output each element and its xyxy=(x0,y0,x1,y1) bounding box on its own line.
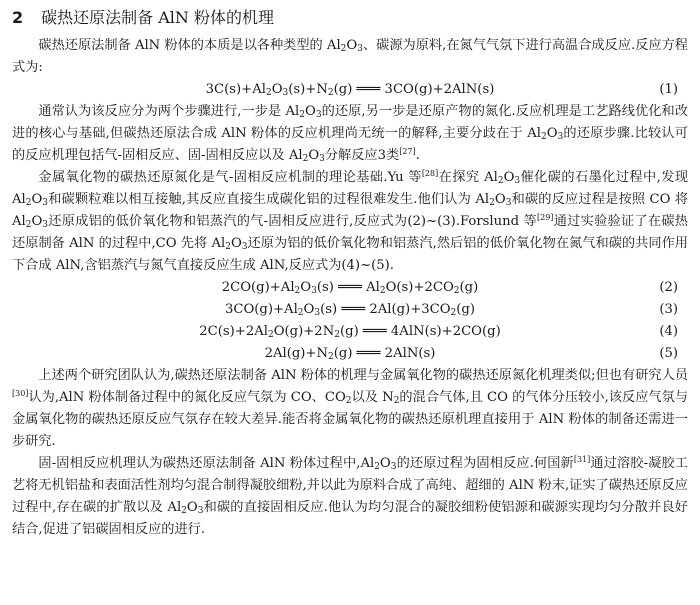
equation xyxy=(12,321,688,343)
equation xyxy=(12,79,688,101)
equation-number: (3) xyxy=(659,302,678,317)
equation xyxy=(12,343,688,365)
equation-number: (5) xyxy=(659,346,678,361)
equation xyxy=(12,277,688,299)
equation-expression: $3CO(g)+Al_2O_3(s)$ ═══ $2Al(g)+3CO_2(g)$ xyxy=(224,302,476,318)
equation-number: (1) xyxy=(659,82,678,97)
section-heading xyxy=(12,6,688,30)
section-title: 碳热还原法制备 AlN 粉体的机理 xyxy=(41,8,274,27)
equation-expression: $3C(s)+Al_2O_3(s)+N_2(g)$ ═══ 3CO(g)+2AlN(s) xyxy=(205,82,495,98)
section-body xyxy=(12,35,688,541)
body-paragraph: 金属氧化物的碳热还原氮化是气-固相反应机制的理论基础.Yu 等[28]在探究 $Al_2O_3$催化碳的石墨化过程中,发现 $Al_2O_3$和碳颗粒难以相互接触,其反应直接生成碳化铝的过程很难发生.他们认为 $Al_2O_3$和碳的反应过程是按照 CO 将 $Al_2O_3$还原成铝的低价氧化物和铝蒸汽的气-固相反应进行,反应式为(2)~(3).Forslund 等[29]通过实验验证了在碳热还原制备 AlN 的过程中,CO 先将 $Al_2O_3$还原为铝的低价氧化物和铝蒸汽,然后铝的低价氧化物在氮气和碳的共同作用下合成 AlN,含铝蒸汽与氮气直接反应生成 AlN,反应式为(4)~(5). xyxy=(12,169,689,273)
section-number: 2 xyxy=(12,8,24,27)
equation-expression: $2CO(g)+Al_2O_3(s)$ ═══ $Al_2O(s)+2CO_2(g)$ xyxy=(221,280,479,296)
equation-expression: $2C(s)+2Al_2O(g)+2N_2(g)$ ═══ 4AlN(s)+2CO(g) xyxy=(199,324,501,340)
equation-number: (2) xyxy=(659,280,678,295)
body-paragraph: 固-固相反应机理认为碳热还原法制备 AlN 粉体过程中$,Al_2O_3$的还原过程为固相反应.何国新[31]通过溶胶-凝胶工艺将无机铝盐和表面活性剂均匀混合制得凝胶细粉,并以此为原料合成了高纯、超细的 AlN 粉末,证实了碳热还原反应过程中,存在碳的扩散以及 $Al_2O_3$和碳的直接固相反应.他认为均匀混合的凝胶细粉使铝源和碳源实现均匀分散并良好结合,促进了铝碳固相反应的进行. xyxy=(12,455,688,537)
equation-expression: $2Al(g)+N_2(g)$ ═══ 2AlN(s) xyxy=(264,346,436,362)
equation xyxy=(12,299,688,321)
body-paragraph: 上述两个研究团队认为,碳热还原法制备 AlN 粉体的机理与金属氧化物的碳热还原氮化机理类似;但也有研究人员[30]认为,AlN 粉体制备过程中的氮化反应气氛为 CO、$CO_2$以及 $N_2$的混合气体,且 CO 的气体分压较小,该反应气氛与金属氧化物的碳热还原反应气氛存在较大差异.能否将金属氧化物的碳热还原机理直接用于 AlN 粉体的制备还需进一步研究. xyxy=(12,368,688,449)
body-paragraph: 通常认为该反应分为两个步骤进行,一步是 $Al_2O_3$的还原,另一步是还原产物的氮化.反应机理是工艺路线优化和改进的核心与基础,但碳热还原法合成 AlN 粉体的反应机理尚无统一的解释,主要分歧在于 $Al_2O_3$的还原步骤.比较认可的反应机理包括气-固相反应、固-固相反应以及 $Al_2O_3$分解反应3类[27]. xyxy=(12,104,689,164)
body-paragraph: 碳热还原法制备 AlN 粉体的本质是以各种类型的 $Al_2O_3$、碳源为原料,在氮气气氛下进行高温合成反应.反应方程式为: xyxy=(12,38,688,75)
equation-number: (4) xyxy=(659,324,678,339)
